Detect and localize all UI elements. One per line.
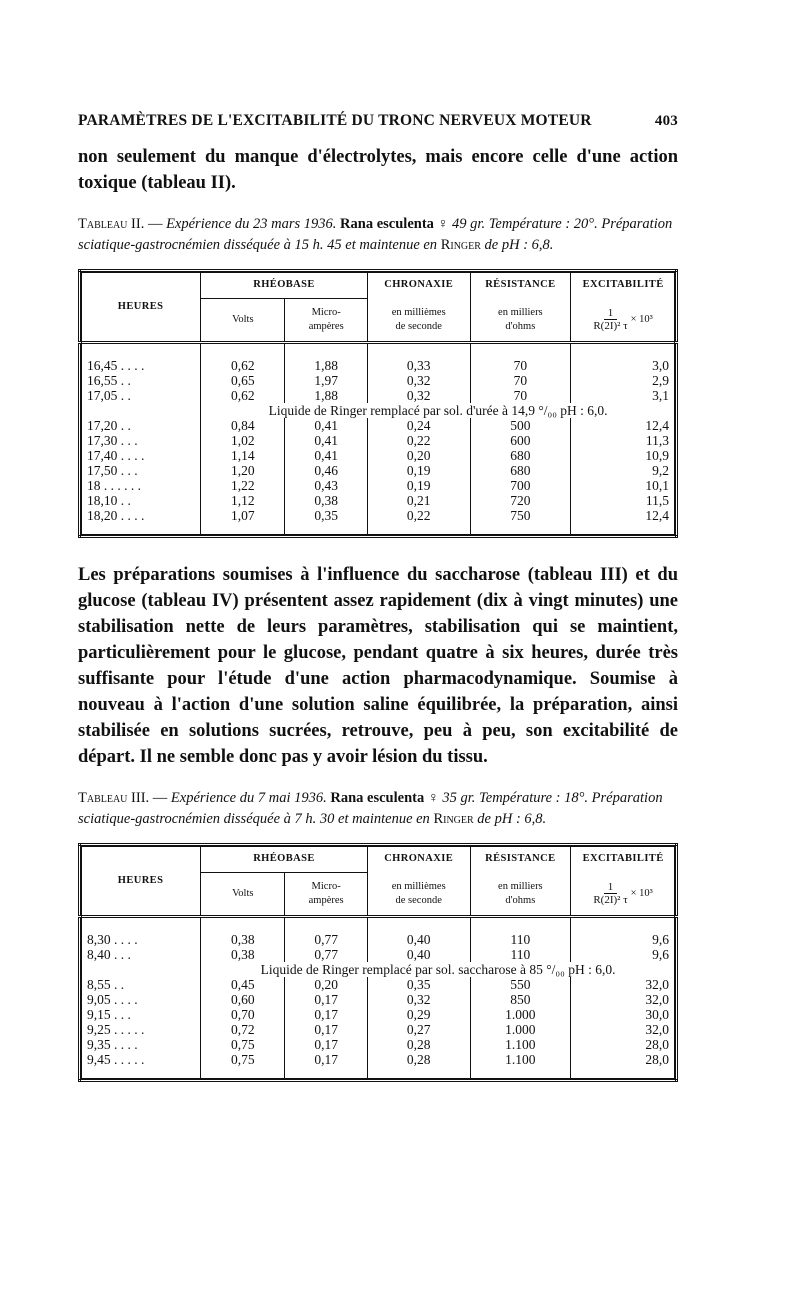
cell-resistance: 600 (470, 433, 571, 448)
tableau-3-label: Tableau III. (78, 790, 150, 806)
cell-excitabilite: 12,4 (645, 508, 669, 523)
cell-resistance: 750 (470, 508, 571, 537)
cell-chronaxie: 0,32 (367, 373, 470, 388)
cell-micro: 0,35 (285, 508, 367, 537)
cell-volts: 0,75 (201, 1052, 285, 1081)
table-row (80, 388, 677, 403)
header-chronaxie (367, 271, 470, 299)
header-chronaxie-sub2: de seconde (395, 894, 442, 906)
cell-chronaxie: 0,29 (367, 1007, 470, 1022)
header-micro: Micro- (311, 881, 341, 892)
header-microamperes (285, 299, 367, 343)
solution-change-note: Liquide de Ringer remplacé par sol. saccharose à 85 °/₀₀ pH : 6,0. (260, 962, 616, 977)
tableau-2 (78, 269, 678, 538)
cell-chronaxie: 0,24 (367, 418, 470, 433)
cell-volts: 1,20 (201, 463, 285, 478)
cell-heure: 18 . . . . . . (80, 478, 201, 493)
header-chronaxie-sub1: en millièmes (391, 306, 446, 318)
tableau-3-experience: Expérience du 7 mai 1936. (170, 790, 327, 806)
cell-chronaxie: 0,22 (367, 433, 470, 448)
cell-chronaxie: 0,28 (367, 1052, 470, 1081)
cell-volts: 1,02 (201, 433, 285, 448)
header-rheobase: RHÉOBASE (201, 845, 368, 873)
cell-micro: 0,41 (285, 418, 367, 433)
header-excitabilite-label: EXCITABILITÉ (582, 279, 664, 291)
page (78, 112, 678, 1082)
cell-heure: 9,45 . . . . . (80, 1052, 201, 1081)
header-amperes: ampères (308, 895, 344, 906)
table-row (80, 433, 677, 448)
cell-excitabilite: 9,6 (652, 947, 669, 962)
cell-micro: 0,20 (285, 977, 367, 992)
cell-micro: 1,97 (285, 373, 367, 388)
header-resistance-sub1: en milliers (498, 306, 543, 318)
tableau-2-experience: Expérience du 23 mars 1936. (166, 216, 337, 232)
header-chronaxie-sub2: de seconde (395, 320, 442, 332)
table-row (80, 977, 677, 992)
page-number: 403 (654, 113, 678, 129)
cell-heure: 17,05 . . (80, 388, 201, 403)
cell-chronaxie: 0,32 (367, 992, 470, 1007)
cell-micro: 0,17 (285, 1022, 367, 1037)
cell-heure: 9,15 . . . (80, 1007, 201, 1022)
cell-chronaxie: 0,40 (367, 947, 470, 962)
table-row (80, 1052, 677, 1081)
cell-chronaxie: 0,32 (367, 388, 470, 403)
cell-resistance: 720 (470, 493, 571, 508)
cell-resistance: 850 (470, 992, 571, 1007)
cell-heure: 16,55 . . (80, 373, 201, 388)
tableau-2-label: Tableau II. (78, 216, 145, 232)
cell-volts: 0,45 (201, 977, 285, 992)
cell-volts: 0,65 (201, 373, 285, 388)
cell-heure (80, 403, 201, 418)
cell-heure: 18,10 . . (80, 493, 201, 508)
cell-heure: 8,30 . . . . (80, 917, 201, 948)
tableau-3-species: Rana esculenta ♀ (326, 790, 443, 806)
running-head-title: PARAMÈTRES DE L'EXCITABILITÉ DU TRONC NERVEUX MOTEUR (78, 112, 592, 129)
header-resistance (470, 271, 571, 299)
cell-volts: 0,70 (201, 1007, 285, 1022)
table-note-row (80, 962, 677, 977)
cell-excitabilite: 2,9 (652, 373, 669, 388)
cell-excitabilite: 10,1 (645, 478, 669, 493)
header-heures: HEURES (80, 271, 201, 343)
cell-resistance: 70 (470, 373, 571, 388)
formula-denominator: R(2I)² τ (593, 894, 628, 907)
header-formula (571, 873, 677, 917)
header-amperes: ampères (308, 321, 344, 332)
tableau-3-ph: de pH : 6,8. (473, 810, 547, 827)
header-resistance-label: RÉSISTANCE (485, 853, 556, 865)
cell-resistance: 110 (470, 947, 571, 962)
cell-chronaxie: 0,20 (367, 448, 470, 463)
cell-heure: 8,55 . . (80, 977, 201, 992)
cell-volts: 0,38 (201, 917, 285, 948)
cell-heure: 17,20 . . (80, 418, 201, 433)
cell-resistance: 1.000 (470, 1022, 571, 1037)
cell-resistance: 1.100 (470, 1037, 571, 1052)
cell-chronaxie: 0,21 (367, 493, 470, 508)
paragraph-2: Les préparations soumises à l'influence du saccharose (tableau III) et du glucose (tableau IV) présentent assez rapidement (dix à vingt minutes) une stabilisation nette de leurs paramètres, stabilisation qui se maintient, particulièrement pour le glucose, pendant quatre à six heures, durée très suffisante pour l'étude d'une action pharmacodynamique. Soumise à nouveau à l'action d'une solution saline équilibrée, la préparation, ainsi stabilisée en solutions sucrées, retrouve, peu à peu, son excitabilité de départ. Il ne semble donc pas y avoir lésion du tissu. (78, 565, 678, 767)
cell-heure: 17,40 . . . . (80, 448, 201, 463)
cell-volts: 0,38 (201, 947, 285, 962)
header-chronaxie-label: CHRONAXIE (384, 853, 454, 865)
table-row (80, 478, 677, 493)
header-formula (571, 299, 677, 343)
table-row (80, 508, 677, 537)
header-resistance-unit (470, 873, 571, 917)
cell-resistance: 700 (470, 478, 571, 493)
cell-resistance: 680 (470, 448, 571, 463)
paragraph-1: non seulement du manque d'électrolytes, mais encore celle d'une action toxique (tableau II). (78, 147, 678, 193)
table-row (80, 418, 677, 433)
cell-micro: 0,17 (285, 1037, 367, 1052)
header-rheobase: RHÉOBASE (201, 271, 368, 299)
cell-excitabilite: 32,0 (645, 977, 669, 992)
table-note-row (80, 403, 677, 418)
cell-micro: 0,43 (285, 478, 367, 493)
tableau-3-ringer: Ringer (433, 810, 474, 827)
table-row (80, 1022, 677, 1037)
tableau-3-dash: — (149, 790, 171, 806)
cell-volts: 1,12 (201, 493, 285, 508)
cell-heure: 16,45 . . . . (80, 343, 201, 374)
table-row (80, 992, 677, 1007)
table-row (80, 1037, 677, 1052)
cell-excitabilite: 11,3 (645, 433, 669, 448)
header-heures: HEURES (80, 845, 201, 917)
header-resistance-sub1: en milliers (498, 880, 543, 892)
header-chronaxie-sub1: en millièmes (391, 880, 446, 892)
table-row (80, 373, 677, 388)
cell-excitabilite: 9,2 (652, 463, 669, 478)
table-row (80, 448, 677, 463)
cell-heure: 17,50 . . . (80, 463, 201, 478)
header-microamperes (285, 873, 367, 917)
cell-volts: 0,62 (201, 388, 285, 403)
header-chronaxie-label: CHRONAXIE (384, 279, 454, 291)
cell-heure: 18,20 . . . . (80, 508, 201, 537)
cell-chronaxie: 0,40 (367, 917, 470, 948)
cell-volts: 1,22 (201, 478, 285, 493)
cell-heure (80, 962, 201, 977)
cell-heure: 9,05 . . . . (80, 992, 201, 1007)
cell-excitabilite: 32,0 (645, 992, 669, 1007)
formula-multiplier: × 10³ (630, 313, 653, 325)
cell-excitabilite: 11,5 (645, 493, 669, 508)
cell-chronaxie: 0,28 (367, 1037, 470, 1052)
table-row (80, 1007, 677, 1022)
cell-excitabilite: 3,0 (652, 358, 669, 373)
cell-resistance: 550 (470, 977, 571, 992)
formula (593, 307, 653, 332)
cell-resistance: 680 (470, 463, 571, 478)
running-head (78, 112, 678, 130)
cell-chronaxie: 0,35 (367, 977, 470, 992)
header-micro: Micro- (311, 307, 341, 318)
table-row (80, 493, 677, 508)
cell-volts: 1,14 (201, 448, 285, 463)
cell-volts: 0,84 (201, 418, 285, 433)
cell-micro: 0,41 (285, 433, 367, 448)
tableau-2-details: 49 gr. Température : 20°. Préparation sciatique-gastrocnémien disséquée à 15 h. 45 et maintenue en (78, 216, 673, 253)
formula-numerator: 1 (604, 307, 618, 320)
table-row (80, 463, 677, 478)
cell-heure: 17,30 . . . (80, 433, 201, 448)
cell-resistance: 500 (470, 418, 571, 433)
cell-volts: 0,60 (201, 992, 285, 1007)
header-excitabilite (571, 845, 677, 873)
tableau-3-caption (78, 788, 678, 829)
header-chronaxie (367, 845, 470, 873)
cell-excitabilite: 3,1 (652, 388, 669, 403)
header-resistance-sub2: d'ohms (505, 894, 536, 906)
tableau-2-caption (78, 214, 678, 255)
cell-chronaxie: 0,19 (367, 478, 470, 493)
header-volts: Volts (201, 873, 285, 917)
cell-volts: 0,72 (201, 1022, 285, 1037)
tableau-3-details: 35 gr. Température : 18°. Préparation sciatique-gastrocnémien disséquée à 7 h. 30 et maintenue en (78, 790, 663, 827)
tableau-2-ph: de pH : 6,8. (480, 236, 554, 253)
header-chronaxie-unit (367, 873, 470, 917)
header-resistance-unit (470, 299, 571, 343)
cell-chronaxie: 0,22 (367, 508, 470, 537)
tableau-2-dash: — (144, 216, 167, 232)
cell-micro: 0,77 (285, 947, 367, 962)
table-row (80, 917, 677, 948)
cell-excitabilite: 28,0 (645, 1052, 669, 1067)
tableau-2-ringer: Ringer (440, 236, 481, 253)
cell-chronaxie: 0,33 (367, 343, 470, 374)
cell-volts: 0,62 (201, 343, 285, 374)
cell-micro: 0,38 (285, 493, 367, 508)
cell-heure: 9,35 . . . . (80, 1037, 201, 1052)
cell-micro: 0,17 (285, 992, 367, 1007)
solution-change-note: Liquide de Ringer remplacé par sol. d'urée à 14,9 °/₀₀ pH : 6,0. (268, 403, 608, 418)
cell-excitabilite: 32,0 (645, 1022, 669, 1037)
header-resistance-label: RÉSISTANCE (485, 279, 556, 291)
cell-volts: 0,75 (201, 1037, 285, 1052)
cell-chronaxie: 0,27 (367, 1022, 470, 1037)
header-excitabilite (571, 271, 677, 299)
header-excitabilite-label: EXCITABILITÉ (582, 853, 664, 865)
formula-denominator: R(2I)² τ (593, 320, 628, 333)
header-resistance (470, 845, 571, 873)
cell-micro: 0,17 (285, 1007, 367, 1022)
cell-heure: 8,40 . . . (80, 947, 201, 962)
table-row (80, 947, 677, 962)
cell-micro: 0,17 (285, 1052, 367, 1081)
cell-volts: 1,07 (201, 508, 285, 537)
cell-resistance: 70 (470, 343, 571, 374)
cell-excitabilite: 30,0 (645, 1007, 669, 1022)
cell-excitabilite: 9,6 (652, 932, 669, 947)
cell-excitabilite: 28,0 (645, 1037, 669, 1052)
cell-resistance: 1.000 (470, 1007, 571, 1022)
header-resistance-sub2: d'ohms (505, 320, 536, 332)
cell-resistance: 70 (470, 388, 571, 403)
cell-excitabilite: 12,4 (645, 418, 669, 433)
cell-resistance: 1.100 (470, 1052, 571, 1081)
formula-multiplier: × 10³ (630, 887, 653, 899)
header-volts: Volts (201, 299, 285, 343)
header-chronaxie-unit (367, 299, 470, 343)
tableau-3 (78, 843, 678, 1082)
table-row (80, 343, 677, 374)
formula (593, 881, 653, 906)
cell-micro: 0,41 (285, 448, 367, 463)
cell-micro: 0,77 (285, 917, 367, 948)
cell-micro: 0,46 (285, 463, 367, 478)
cell-resistance: 110 (470, 917, 571, 948)
cell-heure: 9,25 . . . . . (80, 1022, 201, 1037)
cell-micro: 1,88 (285, 343, 367, 374)
tableau-2-species: Rana esculenta ♀ (336, 216, 453, 232)
formula-numerator: 1 (604, 881, 618, 894)
cell-excitabilite: 10,9 (645, 448, 669, 463)
cell-micro: 1,88 (285, 388, 367, 403)
cell-chronaxie: 0,19 (367, 463, 470, 478)
